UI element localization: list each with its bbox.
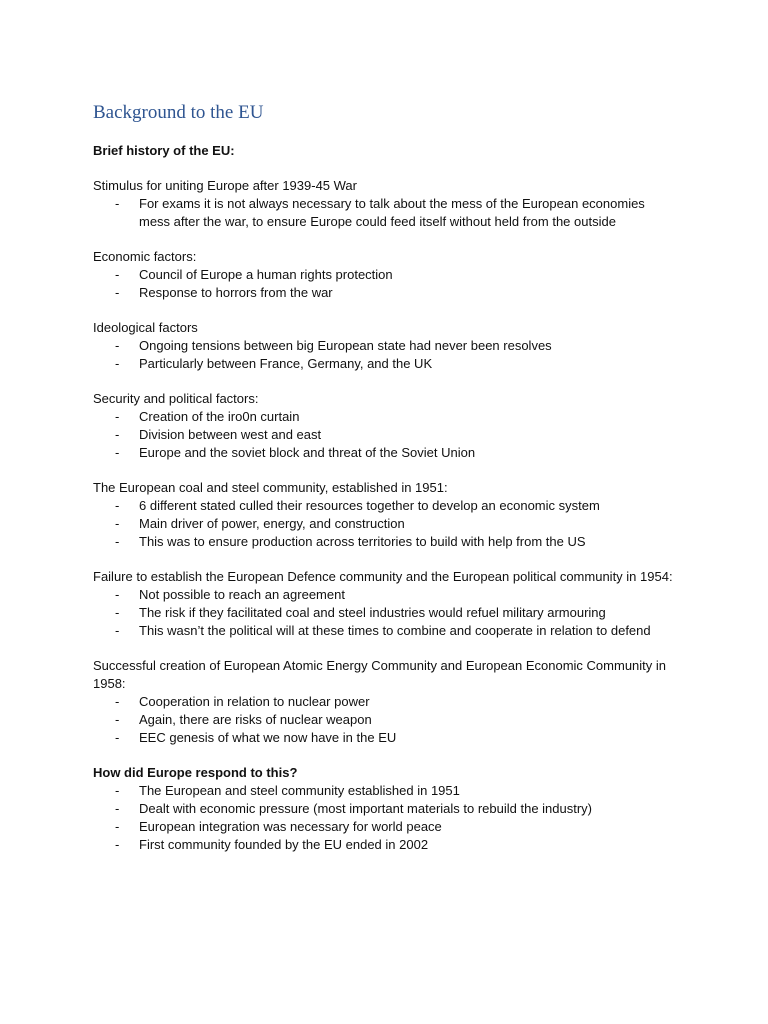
list-item <box>93 337 679 355</box>
dash-bullet-icon: - <box>115 338 120 353</box>
dash-bullet-icon: - <box>115 267 120 282</box>
list-item <box>93 355 679 373</box>
list-item <box>93 266 679 284</box>
dash-bullet-icon: - <box>115 498 120 513</box>
section-heading: Successful creation of European Atomic Energy Community and European Economic Community in 1958: <box>93 658 667 691</box>
list-item-text: Main driver of power, energy, and construction <box>139 516 405 531</box>
dash-bullet-icon: - <box>115 587 120 602</box>
document-body <box>93 142 693 854</box>
section <box>93 248 693 302</box>
section <box>93 142 693 160</box>
section-heading: The European coal and steel community, established in 1951: <box>93 480 448 495</box>
dash-bullet-icon: - <box>115 730 120 745</box>
list-item-text: Creation of the iro0n curtain <box>139 409 300 424</box>
list-item-text: Particularly between France, Germany, and the UK <box>139 356 433 371</box>
dash-bullet-icon: - <box>115 623 120 638</box>
section-heading: Economic factors: <box>93 249 197 264</box>
list-item <box>93 693 679 711</box>
document-title: Background to the EU <box>93 102 264 123</box>
bullet-list <box>93 266 693 302</box>
list-item-text: Division between west and east <box>139 427 322 442</box>
section-heading: Ideological factors <box>93 320 198 335</box>
bullet-list <box>93 408 693 462</box>
list-item <box>93 818 679 836</box>
bullet-list <box>93 337 693 373</box>
list-item-text: Council of Europe a human rights protection <box>139 267 393 282</box>
list-item-text: EEC genesis of what we now have in the EU <box>139 730 397 745</box>
list-item <box>93 586 679 604</box>
dash-bullet-icon: - <box>115 801 120 816</box>
section <box>93 319 693 373</box>
list-item-text: Response to horrors from the war <box>139 285 333 300</box>
list-item <box>93 426 679 444</box>
list-item-text: The risk if they facilitated coal and steel industries would refuel military armouring <box>139 605 606 620</box>
list-item <box>93 782 679 800</box>
section-heading: Security and political factors: <box>93 391 259 406</box>
dash-bullet-icon: - <box>115 356 120 371</box>
dash-bullet-icon: - <box>115 783 120 798</box>
bullet-list <box>93 693 693 747</box>
list-item-text: First community founded by the EU ended in 2002 <box>139 837 429 852</box>
list-item <box>93 800 679 818</box>
section-heading: Stimulus for uniting Europe after 1939-45 War <box>93 178 357 193</box>
list-item-text: Again, there are risks of nuclear weapon <box>139 712 372 727</box>
dash-bullet-icon: - <box>115 712 120 727</box>
section <box>93 568 693 640</box>
dash-bullet-icon: - <box>115 837 120 852</box>
list-item <box>93 604 679 622</box>
list-item-text: This was to ensure production across territories to build with help from the US <box>139 534 586 549</box>
list-item-text: 6 different stated culled their resources together to develop an economic system <box>139 498 600 513</box>
section <box>93 390 693 462</box>
list-item-text: For exams it is not always necessary to talk about the mess of the European economies mess after the war, to ensure Europe could feed itself without held from the outside <box>139 196 645 229</box>
list-item <box>93 284 679 302</box>
section <box>93 657 693 747</box>
section-heading: Failure to establish the European Defence community and the European political community in 1954: <box>93 569 673 584</box>
document-page <box>93 100 693 871</box>
section-heading: Brief history of the EU: <box>93 143 235 158</box>
list-item <box>93 444 679 462</box>
bullet-list <box>93 782 693 854</box>
list-item <box>93 515 679 533</box>
list-item-text: Europe and the soviet block and threat of the Soviet Union <box>139 445 476 460</box>
dash-bullet-icon: - <box>115 534 120 549</box>
dash-bullet-icon: - <box>115 196 120 211</box>
section-heading: How did Europe respond to this? <box>93 765 298 780</box>
bullet-list <box>93 195 693 231</box>
list-item-text: The European and steel community established in 1951 <box>139 783 460 798</box>
list-item <box>93 711 679 729</box>
list-item-text: Dealt with economic pressure (most important materials to rebuild the industry) <box>139 801 593 816</box>
dash-bullet-icon: - <box>115 819 120 834</box>
dash-bullet-icon: - <box>115 427 120 442</box>
list-item <box>93 622 679 640</box>
list-item <box>93 408 679 426</box>
list-item <box>93 729 679 747</box>
dash-bullet-icon: - <box>115 516 120 531</box>
bullet-list <box>93 586 693 640</box>
dash-bullet-icon: - <box>115 409 120 424</box>
dash-bullet-icon: - <box>115 605 120 620</box>
dash-bullet-icon: - <box>115 285 120 300</box>
section <box>93 479 693 551</box>
bullet-list <box>93 497 693 551</box>
section <box>93 177 693 231</box>
list-item-text: Ongoing tensions between big European state had never been resolves <box>139 338 552 353</box>
list-item-text: This wasn’t the political will at these times to combine and cooperate in relation to defend <box>139 623 651 638</box>
list-item-text: Not possible to reach an agreement <box>139 587 345 602</box>
dash-bullet-icon: - <box>115 694 120 709</box>
dash-bullet-icon: - <box>115 445 120 460</box>
list-item <box>93 533 679 551</box>
list-item <box>93 836 679 854</box>
list-item-text: Cooperation in relation to nuclear power <box>139 694 370 709</box>
list-item <box>93 497 679 515</box>
section <box>93 764 693 854</box>
list-item <box>93 195 679 231</box>
list-item-text: European integration was necessary for world peace <box>139 819 442 834</box>
